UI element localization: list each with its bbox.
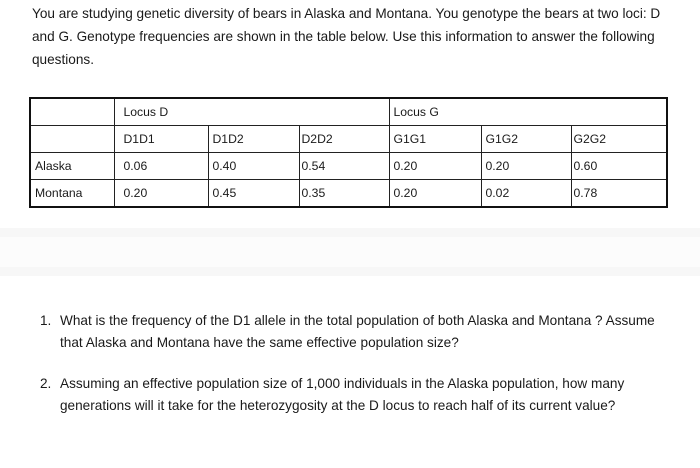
- question-list: [40, 310, 670, 436]
- row-label-alaska: Alaska: [30, 153, 114, 180]
- table-cell: 0.40: [208, 153, 299, 180]
- locus-g-header: Locus G: [389, 98, 481, 126]
- intro-paragraph: You are studying genetic diversity of bears in Alaska and Montana. You genotype the bears at two loci: D and G. Genotype frequencies are shown in the table below. Use this information to answer the following questions.: [32, 6, 661, 67]
- question-text: What is the frequency of the D1 allele in the total population of both Alaska and Montana ? Assume that Alaska and Montana have the same effective population size?: [60, 313, 655, 350]
- locus-d-span-cell: [299, 98, 389, 126]
- locus-d-span-cell: [208, 98, 299, 126]
- table-cell: 0.06: [114, 153, 208, 180]
- question-item-2: [40, 373, 670, 416]
- row-label-montana: Montana: [30, 180, 114, 208]
- locus-g-span-cell: [481, 98, 571, 126]
- question-number: 2.: [40, 376, 52, 391]
- locus-d-header: Locus D: [114, 98, 208, 126]
- column-header-d2d2: D2D2: [299, 126, 389, 153]
- column-header-d1d2: D1D2: [208, 126, 299, 153]
- column-header-g1g2: G1G2: [481, 126, 571, 153]
- table-header-row-genotypes: [30, 126, 667, 153]
- question-item-1: [40, 310, 670, 353]
- table-row-montana: [30, 180, 667, 208]
- section-divider-inner: [0, 237, 700, 267]
- table-cell: 0.60: [571, 153, 667, 180]
- column-header-g2g2: G2G2: [571, 126, 667, 153]
- question-text: Assuming an effective population size of 1,000 individuals in the Alaska population, how many generations will it take for the heterozygosity at the D locus to reach half of its current value?: [60, 376, 625, 413]
- column-header-g1g1: G1G1: [389, 126, 481, 153]
- table-header-row-loci: [30, 98, 667, 126]
- table-cell: 0.54: [299, 153, 389, 180]
- table-corner-cell: [30, 98, 114, 126]
- table-cell: 0.45: [208, 180, 299, 208]
- table-cell: 0.35: [299, 180, 389, 208]
- locus-g-span-cell: [571, 98, 667, 126]
- genotype-frequency-table: [29, 97, 668, 208]
- section-divider-band: [0, 228, 700, 276]
- table-row-alaska: [30, 153, 667, 180]
- table-cell: 0.02: [481, 180, 571, 208]
- column-header-d1d1: D1D1: [114, 126, 208, 153]
- table-cell: 0.20: [481, 153, 571, 180]
- table-cell: 0.20: [114, 180, 208, 208]
- question-number: 1.: [40, 313, 52, 328]
- table-cell: 0.78: [571, 180, 667, 208]
- table-cell: 0.20: [389, 180, 481, 208]
- genotype-row-label-cell: [30, 126, 114, 153]
- table-cell: 0.20: [389, 153, 481, 180]
